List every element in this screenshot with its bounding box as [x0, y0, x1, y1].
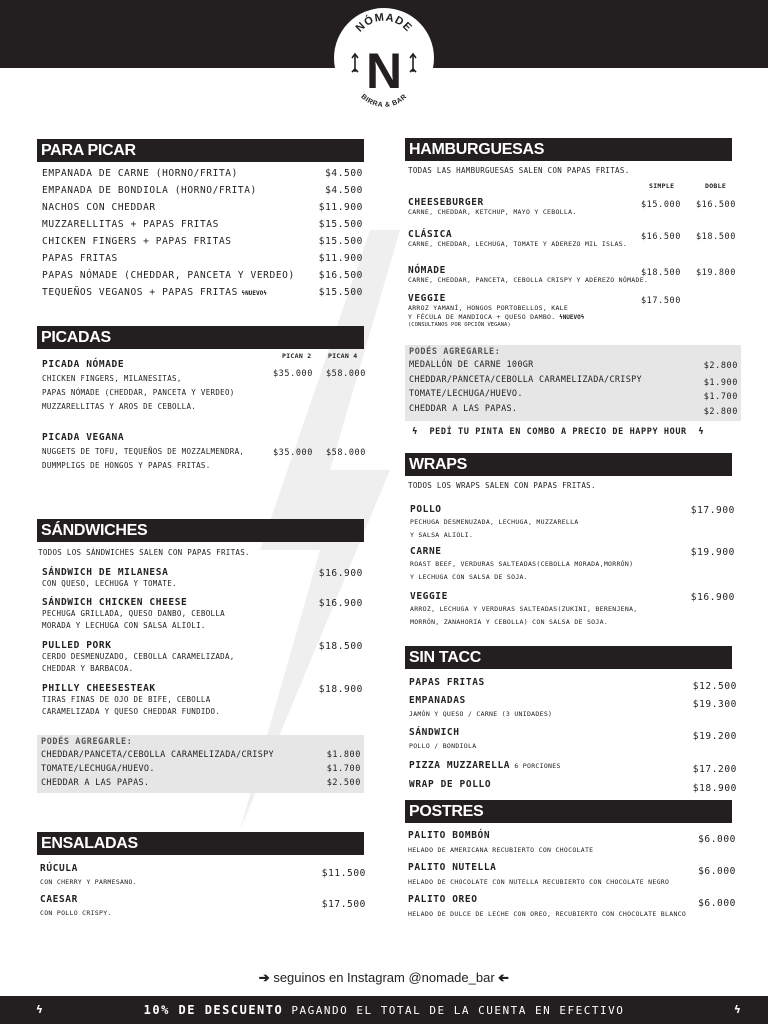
extra-item-price: $2.500	[326, 778, 361, 788]
price-pican-4: $58.000	[325, 369, 366, 379]
menu-item-price: $16.900	[318, 598, 363, 609]
section-header-sandwiches: SÁNDWICHES	[37, 519, 364, 542]
menu-item-desc: PAPAS NÓMADE (CHEDDAR, PANCETA Y VERDEO)	[42, 388, 235, 397]
menu-item-price: $19.900	[690, 547, 735, 558]
menu-item-name: PALITO NUTELLA	[408, 862, 497, 873]
menu-item-desc: CERDO DESMENUZADO, CEBOLLA CARAMELIZADA,	[42, 652, 235, 661]
menu-item-desc: TIRAS FINAS DE OJO DE BIFE, CEBOLLA	[42, 695, 211, 704]
extra-item-price: $1.700	[703, 392, 738, 402]
menu-item-price: $4.500	[325, 168, 363, 179]
hamburguesas-note: TODAS LAS HAMBURGUESAS SALEN CON PAPAS FRITAS.	[408, 166, 630, 175]
price-simple: $17.500	[640, 296, 681, 306]
menu-item-name: CHICKEN FINGERS + PAPAS FRITAS	[42, 236, 232, 247]
sandwiches-extras-title: PODÉS AGREGARLE:	[41, 737, 133, 747]
price-doble: $19.800	[695, 268, 736, 278]
hamburguesas-extras-title: PODÉS AGREGARLE:	[409, 347, 501, 357]
menu-item-note: (CONSULTANOS POR OPCIÓN VEGANA)	[408, 322, 511, 328]
menu-item-desc: Y LECHUGA CON SALSA DE SOJA.	[410, 573, 528, 581]
menu-item-name: CARNE	[410, 546, 442, 557]
brand-letter: N	[365, 43, 403, 99]
price-pican-2: $35.000	[272, 369, 313, 379]
menu-item-name: PHILLY CHEESESTEAK	[42, 683, 156, 694]
menu-item-name: NACHOS CON CHEDDAR	[42, 202, 156, 213]
price-simple: $15.000	[640, 200, 681, 210]
menu-item-desc: MUZZARELLITAS Y AROS DE CEBOLLA.	[42, 402, 197, 411]
menu-item-desc: ROAST BEEF, VERDURAS SALTEADAS(CEBOLLA MORADA,MORRÓN)	[410, 560, 634, 568]
menu-item-desc: NUGGETS DE TOFU, TEQUEÑOS DE MOZZALMENDRA,	[42, 447, 245, 456]
picadas-col-pican4: PICAN 4	[328, 352, 358, 360]
menu-item-desc: CARNE, CHEDDAR, PANCETA, CEBOLLA CRISPY Y ADEREZO NÓMADE.	[408, 276, 649, 284]
double-arrow-right-icon: ➔	[258, 970, 270, 985]
menu-item-name: EMPANADA DE CARNE (HORNO/FRITA)	[42, 168, 238, 179]
menu-item-price: $18.500	[318, 641, 363, 652]
menu-item-price: $18.900	[318, 684, 363, 695]
extra-item-name: CHEDDAR/PANCETA/CEBOLLA CARAMELIZADA/CRISPY	[41, 750, 274, 760]
section-header-hamburguesas: HAMBURGUESAS	[405, 138, 732, 161]
menu-item-name: EMPANADA DE BONDIOLA (HORNO/FRITA)	[42, 185, 257, 196]
price-pican-4: $58.000	[325, 448, 366, 458]
extra-item-price: $2.800	[703, 406, 738, 417]
nuevo-badge: ϟNUEVOϟ	[555, 314, 585, 321]
menu-item-price: $11.900	[318, 253, 363, 264]
lightning-icon: ϟ	[36, 1003, 45, 1016]
menu-item-desc: CHICKEN FINGERS, MILANESITAS,	[42, 374, 182, 383]
discount-bold: 10% DE DESCUENTO	[143, 1003, 284, 1017]
menu-item-desc: MORADA Y LECHUGA CON SALSA ALIOLI.	[42, 621, 206, 630]
price-doble: $18.500	[695, 232, 736, 242]
extra-item-name: CHEDDAR/PANCETA/CEBOLLA CARAMELIZADA/CRISPY	[409, 374, 642, 385]
price-pican-2: $35.000	[272, 448, 313, 458]
nuevo-badge: ϟNUEVOϟ	[237, 290, 267, 297]
menu-item-desc: HELADO DE DULCE DE LECHE CON OREO, RECUBIERTO CON CHOCOLATE BLANCO	[408, 910, 687, 918]
menu-item-price: $15.500	[318, 287, 363, 298]
hamburguesas-col-doble: DOBLE	[705, 182, 727, 190]
picadas-col-pican2: PICAN 2	[282, 352, 312, 360]
menu-item-price: $16.900	[318, 568, 363, 579]
menu-item-desc: POLLO / BONDIOLA	[409, 742, 477, 750]
menu-item-name: CAESAR	[40, 894, 78, 905]
menu-item-desc: JAMÓN Y QUESO / CARNE (3 UNIDADES)	[409, 710, 553, 718]
extra-item-price: $2.800	[703, 361, 738, 371]
menu-item-price: $16.500	[318, 270, 363, 281]
menu-item-price: $17.200	[692, 764, 737, 775]
menu-item-desc: CARNE, CHEDDAR, LECHUGA, TOMATE Y ADEREZO MIL ISLAS.	[408, 240, 628, 248]
menu-item-name: EMPANADAS	[409, 695, 466, 706]
menu-item-name: PICADA NÓMADE	[42, 359, 125, 370]
menu-item-desc: ARROZ, LECHUGA Y VERDURAS SALTEADAS(ZUKINI, BERENJENA,	[410, 605, 638, 613]
menu-item-desc: MORRÓN, ZANAHORIA Y CEBOLLA) CON SALSA DE SOJA.	[410, 618, 609, 626]
extra-item-price: $1.700	[326, 764, 361, 774]
extra-item-name: CHEDDAR A LAS PAPAS.	[409, 403, 518, 414]
menu-item-name: MUZZARELLITAS + PAPAS FRITAS	[42, 219, 219, 230]
menu-item-name: RÚCULA	[40, 863, 78, 874]
extra-item-name: CHEDDAR A LAS PAPAS.	[41, 778, 150, 788]
extra-item-name: MEDALLÓN DE CARNE 100GR	[409, 360, 534, 370]
section-header-wraps: WRAPS	[405, 453, 732, 476]
happy-hour-promo	[412, 427, 704, 437]
menu-item-name: SÁNDWICH CHICKEN CHEESE	[42, 597, 188, 608]
section-header-picadas: PICADAS	[37, 326, 364, 349]
menu-item-desc: HELADO DE AMERICANA RECUBIERTO CON CHOCOLATE	[408, 846, 594, 854]
price-simple: $18.500	[640, 268, 681, 278]
extra-item-price: $1.800	[326, 750, 361, 760]
menu-item-name: PALITO BOMBÓN	[408, 830, 491, 841]
menu-item-price: $6.000	[698, 834, 736, 845]
menu-item-desc: CON POLLO CRISPY.	[40, 909, 112, 917]
menu-item-name: TEQUEÑOS VEGANOS + PAPAS FRITAS ϟNUEVOϟ	[42, 287, 267, 298]
menu-item-price: $6.000	[698, 866, 736, 877]
menu-item-name: PULLED PORK	[42, 640, 112, 651]
menu-item-desc: Y FÉCULA DE MANDIOCA + QUESO DAMBO. ϟNUEVOϟ	[408, 313, 585, 321]
menu-item-price: $15.500	[318, 219, 363, 230]
menu-item-price: $17.500	[321, 899, 366, 910]
menu-item-desc: CON CHERRY Y PARMESANO.	[40, 878, 137, 886]
menu-item-name: POLLO	[410, 504, 442, 515]
menu-item-desc: Y SALSA ALIOLI.	[410, 531, 474, 539]
menu-item-name: PALITO OREO	[408, 894, 478, 905]
menu-item-desc: HELADO DE CHOCOLATE CON NUTELLA RECUBIERTO CON CHOCOLATE NEGRO	[408, 878, 670, 886]
menu-item-price: $4.500	[325, 185, 363, 196]
menu-item-name: PAPAS NÓMADE (CHEDDAR, PANCETA Y VERDEO)	[42, 270, 295, 281]
menu-item-desc: CARNE, CHEDDAR, KETCHUP, MAYO Y CEBOLLA.	[408, 208, 577, 216]
menu-item-desc: PECHUGA DESMENUZADA, LECHUGA, MUZZARELLA	[410, 518, 579, 526]
discount-text: PAGANDO EL TOTAL DE LA CUENTA EN EFECTIVO	[283, 1004, 625, 1017]
menu-item-desc: CARAMELIZADA Y QUESO CHEDDAR FUNDIDO.	[42, 707, 221, 716]
lightning-icon: ϟ	[734, 1003, 743, 1016]
discount-banner	[0, 996, 768, 1024]
extra-item-name: TOMATE/LECHUGA/HUEVO.	[409, 389, 523, 399]
menu-item-price: $6.000	[698, 898, 736, 909]
extra-item-name: TOMATE/LECHUGA/HUEVO.	[41, 764, 155, 774]
menu-item-desc: ARROZ YAMANÍ, HONGOS PORTOBELLOS, KALE	[408, 304, 569, 312]
menu-item-price: $19.300	[692, 699, 737, 710]
menu-item-price: $16.900	[690, 592, 735, 603]
happy-hour-promo-text: PEDÍ TU PINTA EN COMBO A PRECIO DE HAPPY HOUR	[429, 427, 687, 437]
section-header-sin-tacc: SIN TACC	[405, 646, 732, 669]
section-header-postres: POSTRES	[405, 800, 732, 823]
menu-item-name: NÓMADE	[408, 265, 446, 276]
menu-item-name: VEGGIE	[408, 293, 446, 304]
menu-item-name: SÁNDWICH	[409, 727, 460, 738]
wraps-note: TODOS LOS WRAPS SALEN CON PAPAS FRITAS.	[408, 481, 596, 490]
price-simple: $16.500	[640, 232, 681, 242]
lightning-icon: ϟ	[698, 427, 705, 437]
menu-item-price: $12.500	[692, 681, 737, 692]
menu-item-price: $15.500	[318, 236, 363, 247]
menu-item-name: VEGGIE	[410, 591, 448, 602]
brand-tagline: BIRRA & BAR	[359, 93, 409, 109]
extra-item-price: $1.900	[703, 377, 738, 388]
menu-item-name: PAPAS FRITAS	[42, 253, 118, 264]
brand-name: NÓMADE	[353, 11, 415, 35]
menu-item-name: PICADA VEGANA	[42, 432, 125, 443]
menu-item-desc: PECHUGA GRILLADA, QUESO DANBO, CEBOLLA	[42, 609, 225, 618]
section-header-ensaladas: ENSALADAS	[37, 832, 364, 855]
section-header-para-picar: PARA PICAR	[37, 139, 364, 162]
menu-item-price: $19.200	[692, 731, 737, 742]
instagram-line	[0, 970, 768, 986]
hamburguesas-col-simple: SIMPLE	[649, 182, 675, 190]
menu-item-price: $11.500	[321, 868, 366, 879]
menu-item-desc: CHEDDAR Y BARBACOA.	[42, 664, 134, 673]
menu-item-name: SÁNDWICH DE MILANESA	[42, 567, 169, 578]
sandwiches-note: TODOS LOS SÁNDWICHES SALEN CON PAPAS FRITAS.	[38, 548, 250, 557]
menu-item-name: CLÁSICA	[408, 229, 453, 240]
menu-item-name: CHEESEBURGER	[408, 197, 484, 208]
double-arrow-left-icon: ➔	[498, 970, 510, 985]
lightning-icon: ϟ	[412, 427, 419, 437]
menu-item-desc: CON QUESO, LECHUGA Y TOMATE.	[42, 579, 177, 588]
menu-item-extra: 6 PORCIONES	[510, 762, 561, 770]
menu-item-name: PAPAS FRITAS	[409, 677, 485, 688]
menu-item-price: $18.900	[692, 783, 737, 794]
menu-item-name: PIZZA MUZZARELLA 6 PORCIONES	[409, 760, 561, 771]
menu-item-price: $17.900	[690, 505, 735, 516]
menu-item-desc: DUMMPLIGS DE HONGOS Y PAPAS FRITAS.	[42, 461, 211, 470]
brand-logo	[334, 0, 434, 112]
instagram-text[interactable]: seguinos en Instagram @nomade_bar	[273, 970, 495, 985]
menu-item-name: WRAP DE POLLO	[409, 779, 492, 790]
menu-item-price: $11.900	[318, 202, 363, 213]
price-doble: $16.500	[695, 200, 736, 210]
